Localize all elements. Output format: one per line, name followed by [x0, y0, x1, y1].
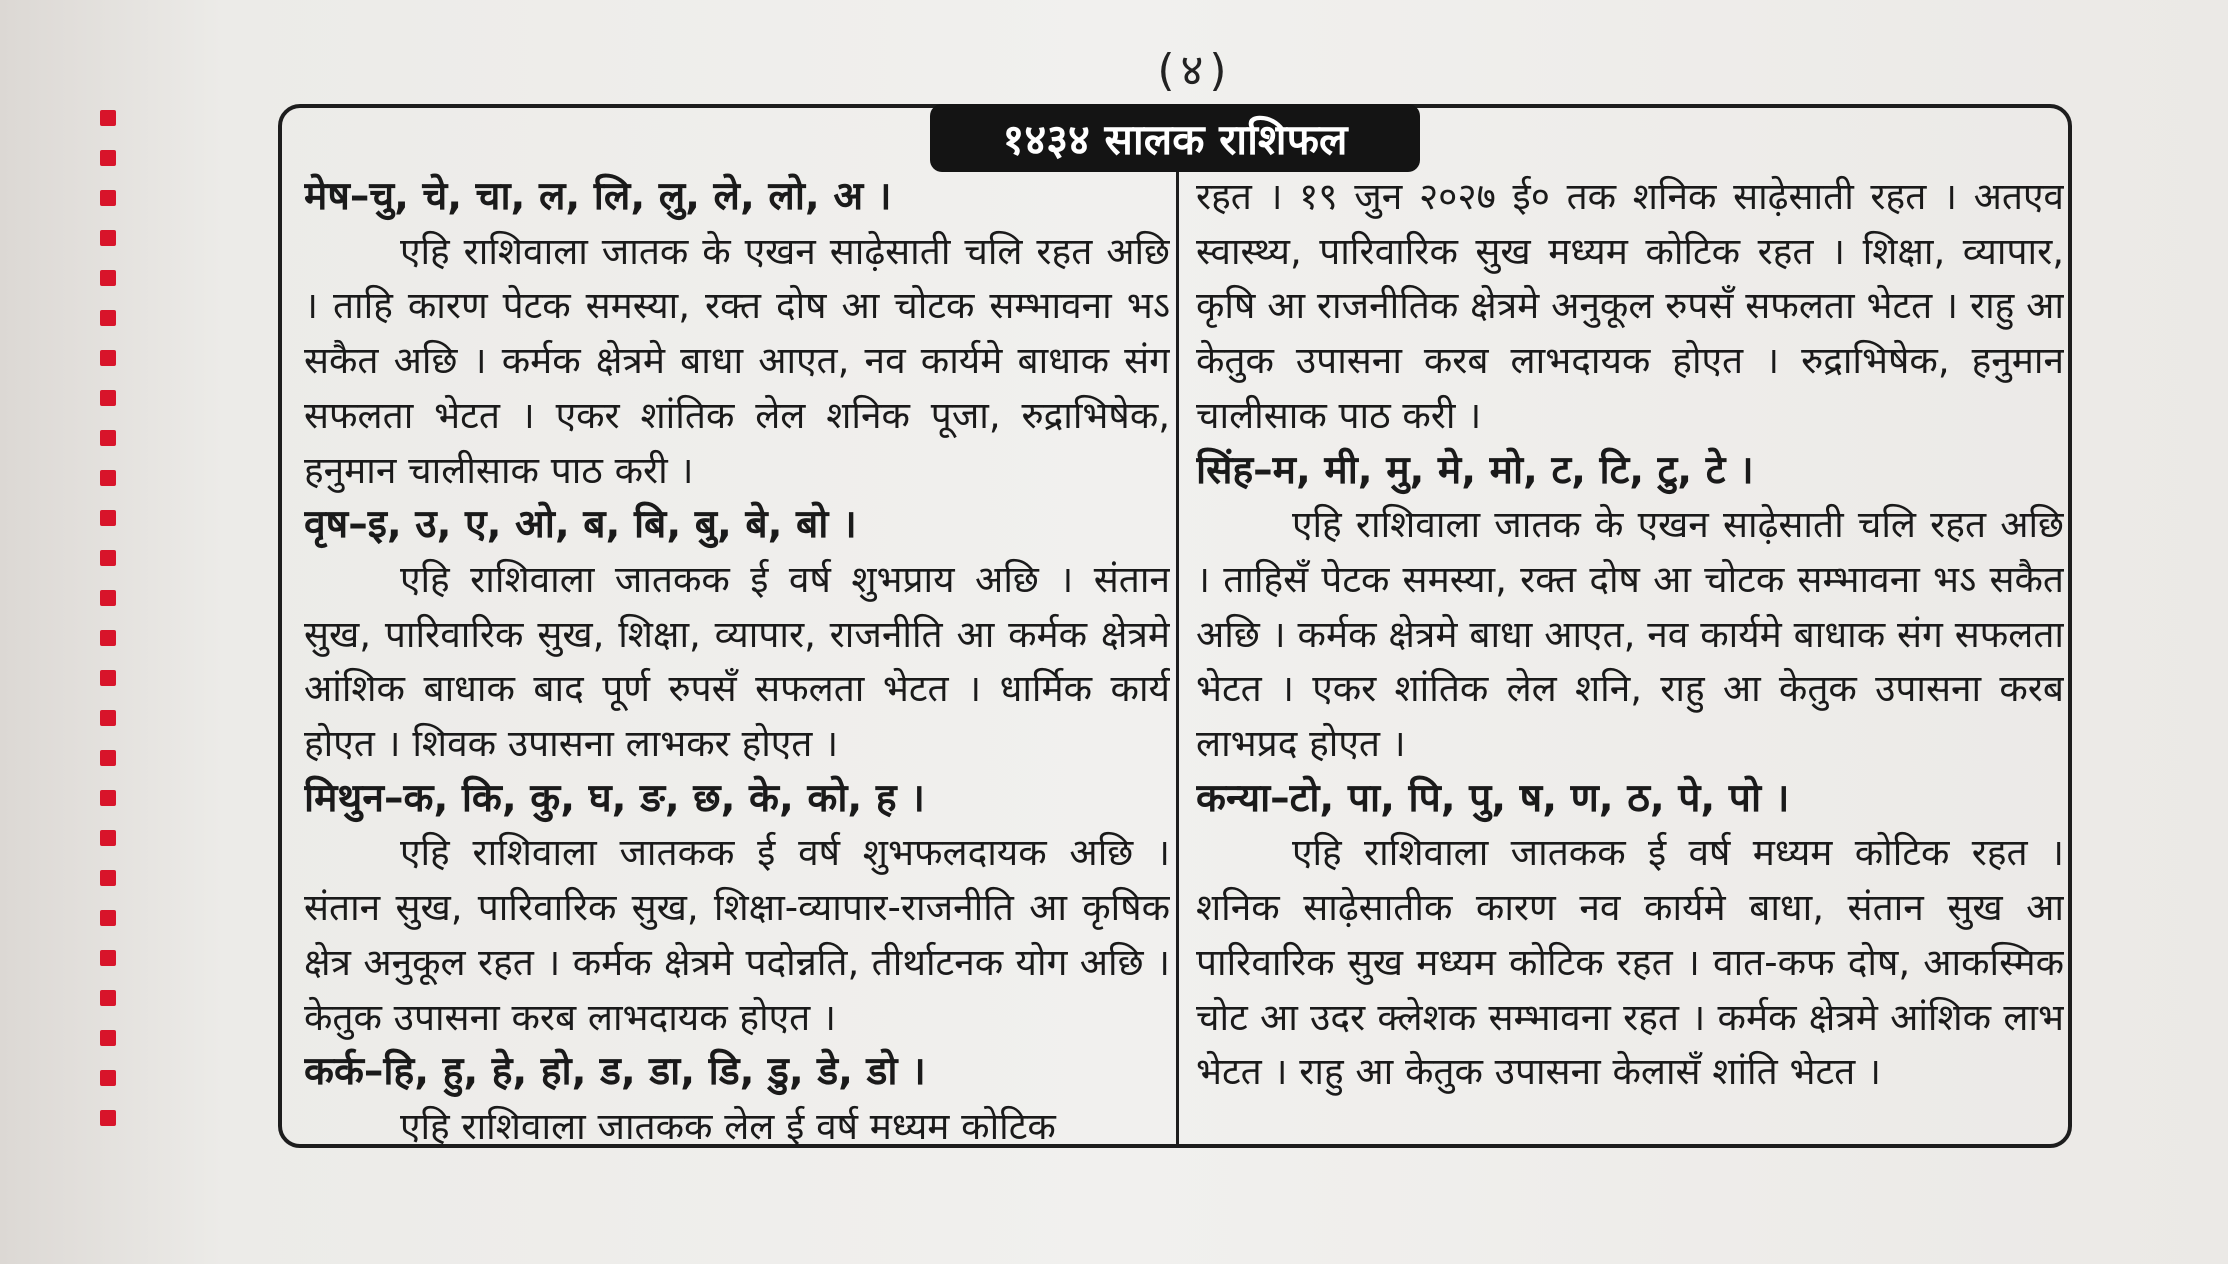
rashi-text-kanya: एहि राशिवाला जातकक ई वर्ष मध्यम कोटिक रहत । शनिक साढ़ेसातीक कारण नव कार्यमे बाधा, संतान सुख आ पारिवारिक सुख मध्यम कोटिक रहत । वात-कफ दोष, आकस्मिक चोट आ उदर क्लेशक सम्भावना रहत । कर्मक क्षेत्रमे आंशिक लाभ भेटत । राहु आ केतुक उपासना केलासँ शांति भेटत । [1196, 831, 2064, 1094]
rashi-text-kark-start: एहि राशिवाला जातकक लेल ई वर्ष मध्यम कोटिक [400, 1104, 1056, 1145]
column-divider [1176, 166, 1179, 1148]
page-number: (४) [1157, 45, 1233, 96]
rashi-text-mesh: एहि राशिवाला जातक के एखन साढ़ेसाती चलि रहत अछि । ताहि कारण पेटक समस्या, रक्त दोष आ चोटक सम्भावना भऽ सकैत अछि । कर्मक क्षेत्रमे बाधा आएत, नव कार्यमे बाधाक संग सफलता भेटत । एकर शांतिक लेल शनिक पूजा, रुद्राभिषेक, हनुमान चालीसाक पाठ करी । [304, 229, 1170, 492]
rashi-heading-kark: कर्क–हि, हु, हे, हो, ड, डा, डि, डु, डे, डो । [304, 1049, 926, 1095]
rashi-heading-kanya: कन्या–टो, पा, पि, पु, ष, ण, ठ, पे, पो । [1196, 775, 1790, 821]
rashi-text-vrish: एहि राशिवाला जातकक ई वर्ष शुभप्राय अछि । संतान सुख, पारिवारिक सुख, शिक्षा, व्यापार, राजनीति आ कर्मक क्षेत्रमे आंशिक बाधाक बाद पूर्ण रुपसँ सफलता भेटत । धार्मिक कार्य होएत । शिवक उपासना लाभकर होएत । [304, 557, 1170, 766]
rashi-text-mithun: एहि राशिवाला जातकक ई वर्ष शुभफलदायक अछि । संतान सुख, पारिवारिक सुख, शिक्षा-व्यापार-राजनीति आ कृषिक क्षेत्र अनुकूल रहत । कर्मक क्षेत्रमे पदोन्नति, तीर्थाटनक योग अछि । केतुक उपासना करब लाभदायक होएत । [304, 831, 1170, 1039]
spiral-binding-holes [100, 110, 140, 1130]
rashi-text-singh: एहि राशिवाला जातक के एखन साढ़ेसाती चलि रहत अछि । ताहिसँ पेटक समस्या, रक्त दोष आ चोटक सम्भावना भऽ सकैत अछि । कर्मक क्षेत्रमे बाधा आएत, नव कार्यमे बाधाक संग सफलता भेटत । एकर शांतिक लेल शनि, राहु आ केतुक उपासना करब लाभप्रद होएत । [1196, 503, 2064, 766]
right-column [1196, 170, 2064, 1145]
rashi-heading-mithun: मिथुन–क, कि, कु, घ, ङ, छ, के, को, ह । [304, 775, 925, 821]
rashi-text-kark-continued: रहत । १९ जुन २०२७ ई० तक शनिक साढ़ेसाती रहत । अतएव स्वास्थ्य, पारिवारिक सुख मध्यम कोटिक रहत । शिक्षा, व्यापार, कृषि आ राजनीतिक क्षेत्रमे अनुकूल रुपसँ सफलता भेटत । राहु आ केतुक उपासना करब लाभदायक होएत । रुद्राभिषेक, हनुमान चालीसाक पाठ करी । [1196, 175, 2064, 437]
rashi-heading-singh: सिंह–म, मी, मु, मे, मो, ट, टि, टु, टे । [1196, 447, 1754, 493]
rashi-heading-mesh: मेष–चु, चे, चा, ल, लि, लु, ले, लो, अ । [304, 174, 892, 219]
rashi-heading-vrish: वृष–इ, उ, ए, ओ, ब, बि, बु, बे, बो । [304, 502, 857, 548]
left-column [304, 170, 1170, 1145]
page-title: १४३४ सालक राशिफल [930, 104, 1420, 172]
